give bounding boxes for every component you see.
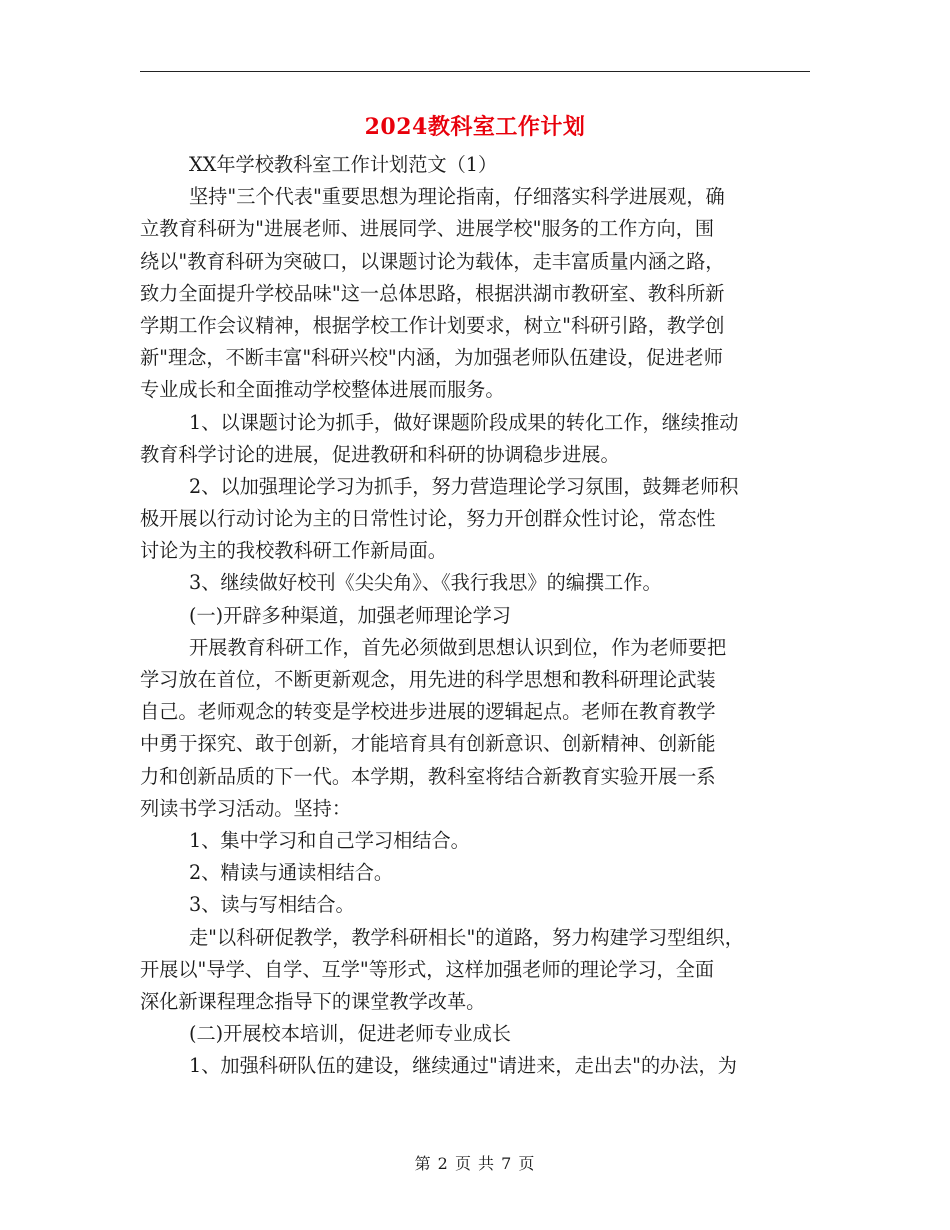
text-line: 讨论为主的我校教科研工作新局面。 [140, 539, 447, 563]
text-line: 列读书学习活动。坚持： [140, 796, 352, 820]
text-line: 极开展以行动讨论为主的日常性讨论，努力开创群众性讨论，常态性 [140, 507, 716, 531]
text-line: XX年学校教科室工作计划范文（1） [189, 153, 498, 176]
text-line: 力和创新品质的下一代。本学期，教科室将结合新教育实验开展一系 [140, 764, 716, 788]
text-line: 绕以"教育科研为突破口，以课题讨论为载体，走丰富质量内涵之路， [140, 249, 725, 273]
text-line: 开展教育科研工作，首先必须做到思想认识到位，作为老师要把 [189, 635, 727, 659]
text-line: 深化新课程理念指导下的课堂教学改革。 [140, 989, 486, 1013]
document-body [140, 149, 812, 1082]
text-line: 1、以课题讨论为抓手，做好课题阶段成果的转化工作，继续推动 [189, 410, 739, 434]
page-footer: 第 2 页 共 7 页 [414, 1154, 536, 1173]
text-line: 开展以"导学、自学、互学"等形式，这样加强老师的理论学习，全面 [140, 957, 715, 981]
text-line: 2、以加强理论学习为抓手，努力营造理论学习氛围，鼓舞老师积 [189, 474, 739, 498]
text-line: 3、读与写相结合。 [189, 893, 355, 917]
text-line: (一)开辟多种渠道，加强老师理论学习 [189, 603, 511, 627]
text-line: 2、精读与通读相结合。 [189, 861, 394, 885]
text-line: 教育科学讨论的进展，促进教研和科研的协调稳步进展。 [140, 442, 620, 466]
text-line: 立教育科研为"进展老师、进展同学、进展学校"服务的工作方向，围 [140, 217, 715, 241]
text-line: 1、集中学习和自己学习相结合。 [189, 828, 470, 852]
text-line: 自己。老师观念的转变是学校进步进展的逻辑起点。老师在教育教学 [140, 700, 716, 724]
text-line: 学期工作会议精神，根据学校工作计划要求，树立"科研引路，教学创 [140, 313, 725, 337]
text-line: 坚持"三个代表"重要思想为理论指南，仔细落实科学进展观，确 [189, 185, 725, 209]
text-line: 走"以科研促教学，教学科研相长"的道路，努力构建学习型组织， [189, 925, 744, 949]
text-line: 1、加强科研队伍的建设，继续通过"请进来，走出去"的办法，为 [189, 1054, 737, 1078]
text-line: 新"理念，不断丰富"科研兴校"内涵，为加强老师队伍建设，促进老师 [140, 346, 723, 370]
text-line: 3、继续做好校刊《尖尖角》、《我行我思》的编撰工作。 [189, 571, 662, 595]
text-line: 学习放在首位，不断更新观念，用先进的科学思想和教科研理论武装 [140, 668, 716, 691]
text-line: 致力全面提升学校品味"这一总体思路，根据洪湖市教研室、教科所新 [140, 281, 725, 305]
text-line: (二)开展校本培训，促进老师专业成长 [189, 1022, 511, 1046]
text-line: 中勇于探究、敢于创新，才能培育具有创新意识、创新精神、创新能 [140, 732, 716, 756]
header-rule [140, 71, 810, 72]
text-line: 专业成长和全面推动学校整体进展而服务。 [140, 378, 505, 402]
document-title: 2024教科室工作计划 [364, 114, 586, 140]
